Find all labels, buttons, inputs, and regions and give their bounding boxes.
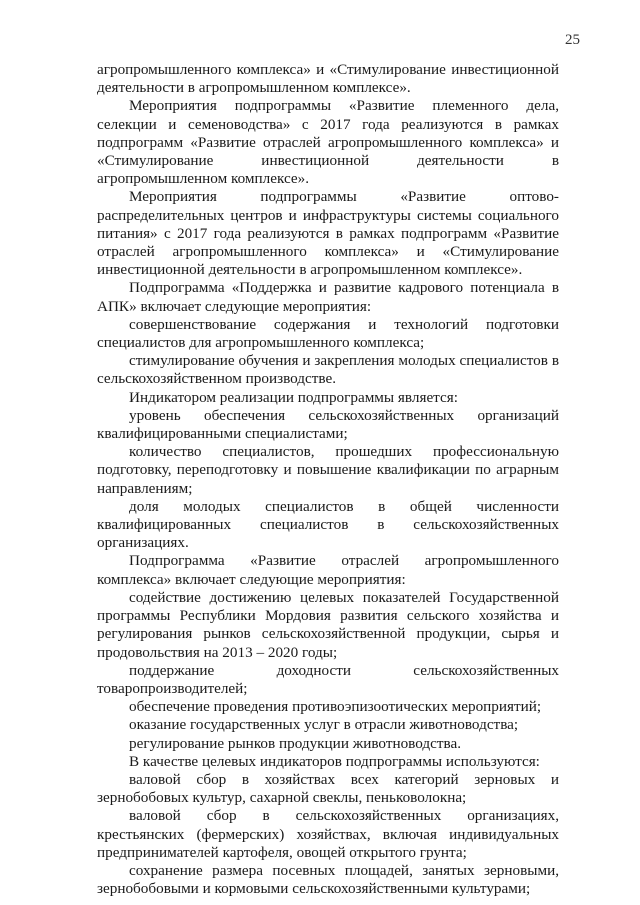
list-item: количество специалистов, прошедших профессиональную подготовку, переподготовку и повышение квалификации по аграрным направлениям; <box>97 443 559 497</box>
list-item: совершенствование содержания и технологий подготовки специалистов для агропромышленного комплекса; <box>97 315 559 352</box>
paragraph: Индикатором реализации подпрограммы является: <box>129 388 458 406</box>
paragraph: Подпрограмма «Поддержка и развитие кадрового потенциала в АПК» включает следующие мероприятия: <box>97 279 559 315</box>
list-item: стимулирование обучения и закрепления молодых специалистов в сельскохозяйственном производстве. <box>97 352 559 388</box>
list-item: уровень обеспечения сельскохозяйственных организаций квалифицированными специалистами; <box>97 406 559 443</box>
paragraph: Подпрограмма «Развитие отраслей агропромышленного комплекса» включает следующие мероприятия: <box>97 552 559 588</box>
page-number: 25 <box>565 32 580 48</box>
list-item: валовой сбор в хозяйствах всех категорий зерновых и зернобобовых культур, сахарной свеклы, пеньковолокна; <box>97 770 559 807</box>
list-item: валовой сбор в сельскохозяйственных организациях, крестьянских (фермерских) хозяйствах, включая индивидуальных предпринимателей картофеля, овощей открытого грунта; <box>97 807 559 861</box>
list-item: сохранение размера посевных площадей, занятых зерновыми, зернобобовыми и кормовыми сельскохозяйственными культурами; <box>97 861 559 898</box>
paragraph: агропромышленного комплекса» и «Стимулирование инвестиционной деятельности в агропромышленном комплексе». <box>97 61 559 97</box>
paragraph: Мероприятия подпрограммы «Развитие племенного дела, селекции и семеноводства» с 2017 года реализуются в рамках подпрограмм «Развитие отраслей агропромышленного комплекса» и «Стимулирование инвестиционной деятельности в агропромышленном комплексе». <box>97 97 559 188</box>
list-item: поддержание доходности сельскохозяйственных товаропроизводителей; <box>97 661 559 697</box>
list-item: содействие достижению целевых показателей Государственной программы Республики Мордовия развития сельского хозяйства и регулирования рынков сельскохозяйственной продукции, сырья и продовольствия на 2013 – 2020 годы; <box>97 588 559 661</box>
paragraph: В качестве целевых индикаторов подпрограммы используются: <box>129 752 540 770</box>
paragraph: Мероприятия подпрограммы «Развитие оптово-распределительных центров и инфраструктуры системы социального питания» с 2017 года реализуются в рамках подпрограмм «Развитие отраслей агропромышленного комплекса» и «Стимулирование инвестиционной деятельности в агропромышленном комплексе». <box>97 188 559 279</box>
list-item: обеспечение проведения противоэпизоотических мероприятий; <box>129 698 542 716</box>
list-item: доля молодых специалистов в общей численности квалифицированных специалистов в сельскохозяйственных организациях. <box>97 497 559 552</box>
body-text <box>97 61 559 898</box>
list-item: оказание государственных услуг в отрасли животноводства; <box>129 716 519 734</box>
list-item: регулирование рынков продукции животноводства. <box>129 734 462 752</box>
